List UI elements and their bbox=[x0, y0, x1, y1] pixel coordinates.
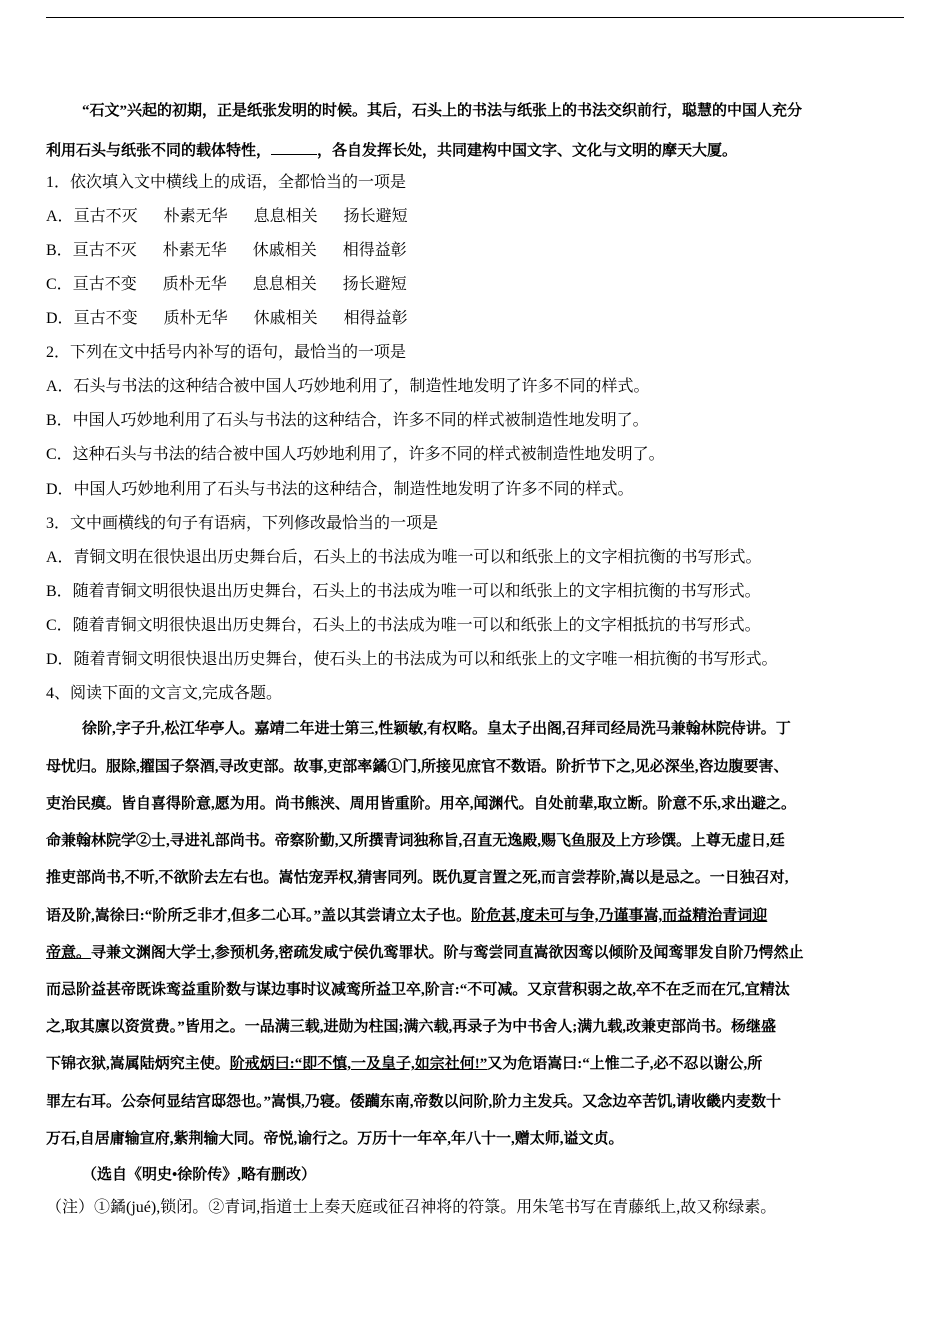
fill-blank bbox=[271, 140, 317, 155]
passage-line: 吏治民瘼。皆自喜得阶意,愿为用。尚书熊浃、周用皆重阶。用卒,闻渊代。自处前辈,取立断。阶意不乐,求出避之。 bbox=[46, 796, 797, 812]
option-item: 相得益彰 bbox=[342, 242, 407, 259]
passage-line: 万石,自居庸输宣府,紫荆输大同。帝悦,谕行之。万历十一年卒,年八十一,赠太师,谥文贞。 bbox=[46, 1131, 624, 1147]
underlined-sentence: 阶危甚,度未可与争,乃谨事嵩,而益精治青词迎 bbox=[471, 908, 768, 924]
option-letter: C． bbox=[46, 276, 73, 293]
option-item: 质朴无华 bbox=[162, 276, 227, 293]
passage-text: 语及阶,嵩徐曰:“阶所乏非才,但多二心耳。”盖以其尝请立太子也。 bbox=[46, 908, 471, 924]
passage-text: 下锦衣狱,嵩属陆炳究主使。 bbox=[46, 1056, 230, 1072]
underlined-sentence: 帝意。 bbox=[46, 945, 92, 961]
option-item: 扬长避短 bbox=[343, 208, 408, 225]
intro-line-2 bbox=[46, 140, 737, 161]
option-item: 亘古不灭 bbox=[72, 242, 137, 259]
q3-option-c: C．随着青铜文明很快退出历史舞台，石头上的书法成为唯一可以和纸张上的文字相抵抗的书写形式。 bbox=[46, 617, 761, 634]
q1-option-c bbox=[46, 275, 407, 295]
option-item: 亘古不变 bbox=[72, 276, 137, 293]
passage-line: 母忧归。服除,擢国子祭酒,寻改吏部。故事,吏部率鐍①门,所接见庶官不数语。阶折节下之,见必深坐,咨边腹要害、 bbox=[46, 759, 789, 775]
intro-text-b: ，各自发挥长处，共同建构中国文字、文化与文明的摩天大厦。 bbox=[317, 143, 738, 159]
q2-option-d: D．中国人巧妙地利用了石头与书法的这种结合，制造性地发明了许多不同的样式。 bbox=[46, 481, 634, 498]
option-letter: A． bbox=[46, 208, 74, 225]
option-item: 质朴无华 bbox=[163, 310, 228, 327]
passage-line: 之,取其廪以资赏费。”皆用之。一品满三载,进勋为柱国;满六载,再录子为中书舍人;满九载,改兼吏部尚书。杨继盛 bbox=[46, 1019, 776, 1035]
q3-option-b: B．随着青铜文明很快退出历史舞台，石头上的书法成为唯一可以和纸张上的文字相抗衡的书写形式。 bbox=[46, 583, 761, 600]
q2-option-b: B．中国人巧妙地利用了石头与书法的这种结合，许多不同的样式被制造性地发明了。 bbox=[46, 412, 649, 429]
passage-line bbox=[46, 1054, 762, 1074]
passage-line: 徐阶,字子升,松江华亭人。嘉靖二年进士第三,性颖敏,有权略。皇太子出阁,召拜司经局洗马兼翰林院侍讲。丁 bbox=[82, 721, 791, 737]
passage-line: 命兼翰林院学②士,寻进礼部尚书。帝察阶勤,又所撰青词独称旨,召直无逸殿,赐飞鱼服及上方珍馔。上尊无虚日,廷 bbox=[46, 833, 785, 849]
header-rule bbox=[46, 17, 904, 18]
option-item: 朴素无华 bbox=[162, 242, 227, 259]
option-item: 休戚相关 bbox=[253, 310, 318, 327]
q2-option-a: A．石头与书法的这种结合被中国人巧妙地利用了，制造性地发明了许多不同的样式。 bbox=[46, 378, 650, 395]
passage-source: （选自《明史•徐阶传》,略有删改） bbox=[82, 1167, 317, 1183]
q2-stem: 2．下列在文中括号内补写的语句，最恰当的一项是 bbox=[46, 344, 407, 361]
option-letter: D． bbox=[46, 310, 74, 327]
passage-line: 罪左右耳。公奈何显结宫邸怨也。”嵩惧,乃寝。倭躏东南,帝数以问阶,阶力主发兵。又念边卒苦饥,请收畿内麦数十 bbox=[46, 1094, 782, 1110]
option-item: 亘古不变 bbox=[73, 310, 138, 327]
passage-text: 寻兼文渊阁大学士,参预机务,密疏发咸宁侯仇鸾罪状。阶与鸾尝同直嵩欲因鸾以倾阶及闻鸾罪发自阶乃愕然止 bbox=[91, 945, 804, 961]
option-item: 相得益彰 bbox=[343, 310, 408, 327]
q1-option-d bbox=[46, 309, 408, 329]
q3-option-d: D．随着青铜文明很快退出历史舞台，使石头上的书法成为可以和纸张上的文字唯一相抗衡的书写形式。 bbox=[46, 651, 778, 668]
passage-note: （注）①鐍(jué),锁闭。②青词,指道士上奏天庭或征召神将的符箓。用朱笔书写在青藤纸上,故又称绿素。 bbox=[46, 1199, 777, 1216]
passage-line bbox=[46, 906, 767, 926]
option-item: 休戚相关 bbox=[252, 242, 317, 259]
option-letter: B． bbox=[46, 242, 73, 259]
option-item: 息息相关 bbox=[252, 276, 317, 293]
passage-line: 推吏部尚书,不听,不欲阶去左右也。嵩怙宠弄权,猜害同列。既仇夏言置之死,而言尝荐阶,嵩以是忌之。一日独召对, bbox=[46, 870, 789, 886]
q3-stem: 3．文中画横线的句子有语病，下列修改最恰当的一项是 bbox=[46, 515, 439, 532]
option-item: 息息相关 bbox=[253, 208, 318, 225]
passage-text: 又为危语嵩曰:“上惟二子,必不忍以谢公,所 bbox=[487, 1056, 763, 1072]
q1-stem: 1．依次填入文中横线上的成语，全都恰当的一项是 bbox=[46, 174, 407, 191]
q2-option-c: C．这种石头与书法的结合被中国人巧妙地利用了，许多不同的样式被制造性地发明了。 bbox=[46, 446, 665, 463]
passage-line: 而忌阶益甚帝既诛鸾益重阶数与谋边事时议减鸾所益卫卒,阶言:“不可减。又京营积弱之故,卒不在乏而在冗,宜精汰 bbox=[46, 982, 790, 998]
q3-option-a: A．青铜文明在很快退出历史舞台后，石头上的书法成为唯一可以和纸张上的文字相抗衡的书写形式。 bbox=[46, 549, 762, 566]
intro-line-1: “石文”兴起的初期，正是纸张发明的时候。其后，石头上的书法与纸张上的书法交织前行，聪慧的中国人充分 bbox=[82, 103, 803, 119]
intro-text-a: 利用石头与纸张不同的载体特性， bbox=[46, 143, 272, 159]
q1-option-a bbox=[46, 207, 408, 227]
option-item: 亘古不灭 bbox=[73, 208, 138, 225]
option-item: 朴素无华 bbox=[163, 208, 228, 225]
q1-option-b bbox=[46, 241, 407, 261]
q4-stem: 4、阅读下面的文言文,完成各题。 bbox=[46, 685, 283, 702]
passage-line bbox=[46, 943, 804, 963]
underlined-sentence: 阶戒炳曰:“即不慎,一及皇子,如宗社何!” bbox=[229, 1056, 488, 1072]
option-item: 扬长避短 bbox=[342, 276, 407, 293]
